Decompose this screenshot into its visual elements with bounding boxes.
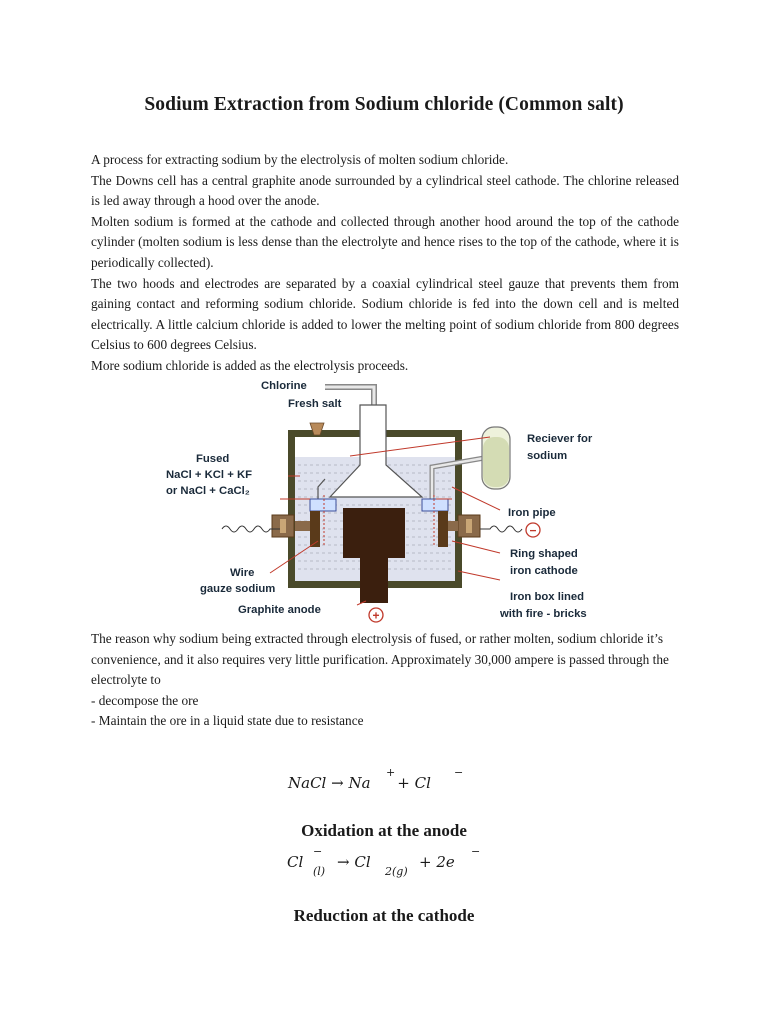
eq2-cl: Cl <box>287 853 304 871</box>
eq2-sub1: (l) <box>313 865 326 878</box>
intro-text <box>91 150 679 377</box>
label-ring-1: Ring shaped <box>510 548 578 560</box>
reduction-heading: Reduction at the cathode <box>293 906 475 925</box>
page-title: Sodium Extraction from Sodium chloride (Common salt) <box>144 94 624 115</box>
downs-cell-diagram <box>160 375 620 625</box>
eq2-plus-e: + 2e <box>419 853 455 871</box>
label-box-2: with fire - bricks <box>500 608 587 620</box>
paragraph: The two hoods and electrodes are separated by a coaxial cylindrical steel gauze that prevents them from gaining contact and reforming sodium chloride. Sodium chloride is fed into the down cell and is melted electrically. A little calcium chloride is added to lower the melting point of sodium chloride from 800 degrees Celsius to 600 degrees Celsius. <box>91 275 679 353</box>
eq2-sup1: − <box>313 845 323 858</box>
label-wire-2: gauze sodium <box>200 583 276 595</box>
eq2-arrow-cl: → Cl <box>337 853 371 871</box>
oxidation-heading: Oxidation at the anode <box>301 821 467 840</box>
label-ring-2: iron cathode <box>510 565 578 577</box>
label-iron-pipe: Iron pipe <box>508 507 556 519</box>
paragraph: Molten sodium is formed at the cathode and collected through another hood around the top of the cathode cylinder (molten sodium is less dense than the electrolyte and hence rises to the top of the cathode, where it is periodically collected). <box>91 213 679 270</box>
sodium-collector-right <box>422 499 448 511</box>
label-wire-1: Wire <box>230 567 255 579</box>
svg-text:−: − <box>529 523 537 538</box>
label-receiver-2: sodium <box>527 450 568 462</box>
label-chlorine: Chlorine <box>261 380 307 392</box>
cathode-left <box>310 511 320 547</box>
paragraph: The reason why sodium being extracted through electrolysis of fused, or rather molten, sodium chloride it’s convenience, and it also requires very little purification. Approximately 30,000 ampere is passed through the electrolyte to <box>91 631 669 688</box>
label-fused-2: NaCl + KCl + KF <box>166 469 253 481</box>
equation-oxidation <box>287 845 487 883</box>
graphite-anode <box>343 508 405 558</box>
wire-right <box>480 526 522 532</box>
label-fused-3: or NaCl + CaCl₂ <box>166 485 250 497</box>
label-box-1: Iron box lined <box>510 591 585 603</box>
eq1-mid: + Cl <box>397 774 431 792</box>
eq2-sup2: − <box>471 845 481 858</box>
sodium-collector-left <box>310 499 336 511</box>
paragraph: The Downs cell has a central graphite anode surrounded by a cylindrical steel cathode. The chlorine released is led away through a hood over the anode. <box>91 172 679 209</box>
bullet-item: - Maintain the ore in a liquid state due to resistance <box>91 713 364 729</box>
equation-dissociation <box>288 766 464 792</box>
eq1-sup2: − <box>454 766 464 779</box>
eq2-sub2: 2(g) <box>385 865 408 878</box>
wire-left <box>222 526 280 532</box>
explanation-text <box>91 629 691 732</box>
paragraph: More sodium chloride is added as the electrolysis proceeds. <box>91 357 409 373</box>
paragraph: A process for extracting sodium by the electrolysis of molten sodium chloride. <box>91 152 509 167</box>
svg-text:+: + <box>372 608 380 623</box>
label-graphite-anode: Graphite anode <box>238 604 321 616</box>
label-receiver-1: Reciever for <box>527 433 593 445</box>
cathode-right <box>438 511 448 547</box>
eq1-sup1: + <box>386 766 396 779</box>
label-fresh-salt: Fresh salt <box>288 398 342 410</box>
label-fused-1: Fused <box>196 453 230 465</box>
eq1-main: NaCl → Na <box>288 774 371 792</box>
bullet-item: - decompose the ore <box>91 692 199 708</box>
